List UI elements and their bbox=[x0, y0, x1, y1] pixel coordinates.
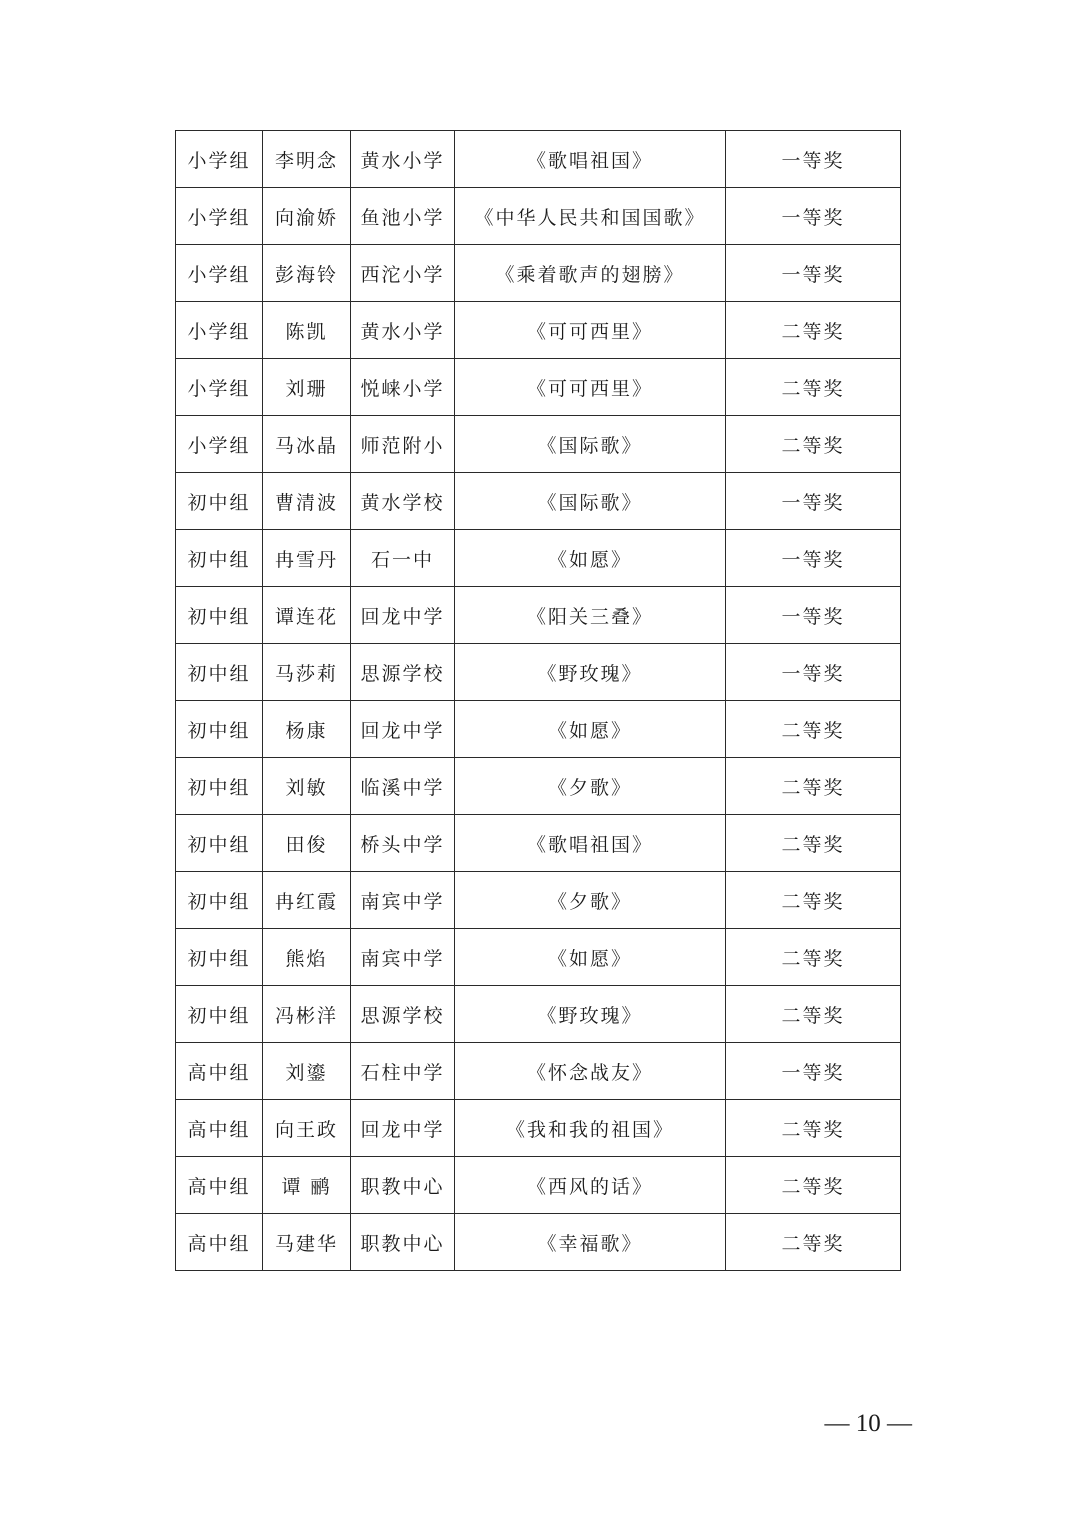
school-cell: 职教中心 bbox=[351, 1157, 455, 1214]
name-cell: 熊焰 bbox=[263, 929, 351, 986]
group-cell: 小学组 bbox=[176, 302, 263, 359]
group-cell: 高中组 bbox=[176, 1214, 263, 1271]
school-cell: 悦崃小学 bbox=[351, 359, 455, 416]
school-cell: 回龙中学 bbox=[351, 587, 455, 644]
group-cell: 高中组 bbox=[176, 1043, 263, 1100]
table-row bbox=[176, 815, 901, 872]
song-cell: 《可可西里》 bbox=[455, 302, 726, 359]
table-row bbox=[176, 986, 901, 1043]
school-cell: 职教中心 bbox=[351, 1214, 455, 1271]
award-table-body bbox=[176, 131, 901, 1271]
school-cell: 回龙中学 bbox=[351, 1100, 455, 1157]
group-cell: 初中组 bbox=[176, 986, 263, 1043]
award-cell: 二等奖 bbox=[726, 359, 901, 416]
song-cell: 《野玫瑰》 bbox=[455, 986, 726, 1043]
school-cell: 石柱中学 bbox=[351, 1043, 455, 1100]
table-row bbox=[176, 245, 901, 302]
table-row bbox=[176, 131, 901, 188]
name-cell: 曹清波 bbox=[263, 473, 351, 530]
table-row bbox=[176, 359, 901, 416]
school-cell: 黄水小学 bbox=[351, 131, 455, 188]
table-row bbox=[176, 929, 901, 986]
song-cell: 《可可西里》 bbox=[455, 359, 726, 416]
award-table bbox=[175, 130, 901, 1271]
award-cell: 二等奖 bbox=[726, 815, 901, 872]
award-cell: 二等奖 bbox=[726, 1214, 901, 1271]
name-cell: 马建华 bbox=[263, 1214, 351, 1271]
group-cell: 初中组 bbox=[176, 758, 263, 815]
table-row bbox=[176, 1043, 901, 1100]
table-row bbox=[176, 530, 901, 587]
award-cell: 一等奖 bbox=[726, 188, 901, 245]
song-cell: 《西风的话》 bbox=[455, 1157, 726, 1214]
table-row bbox=[176, 587, 901, 644]
name-cell: 刘敏 bbox=[263, 758, 351, 815]
school-cell: 桥头中学 bbox=[351, 815, 455, 872]
table-row bbox=[176, 644, 901, 701]
name-cell: 田俊 bbox=[263, 815, 351, 872]
table-row bbox=[176, 302, 901, 359]
table-row bbox=[176, 1214, 901, 1271]
table-row bbox=[176, 872, 901, 929]
group-cell: 高中组 bbox=[176, 1100, 263, 1157]
table-row bbox=[176, 473, 901, 530]
school-cell: 黄水学校 bbox=[351, 473, 455, 530]
school-cell: 师范附小 bbox=[351, 416, 455, 473]
school-cell: 鱼池小学 bbox=[351, 188, 455, 245]
school-cell: 临溪中学 bbox=[351, 758, 455, 815]
name-cell: 向渝娇 bbox=[263, 188, 351, 245]
group-cell: 小学组 bbox=[176, 359, 263, 416]
award-cell: 二等奖 bbox=[726, 986, 901, 1043]
song-cell: 《如愿》 bbox=[455, 530, 726, 587]
award-cell: 一等奖 bbox=[726, 473, 901, 530]
table-row bbox=[176, 701, 901, 758]
song-cell: 《阳关三叠》 bbox=[455, 587, 726, 644]
song-cell: 《我和我的祖国》 bbox=[455, 1100, 726, 1157]
table-row bbox=[176, 1100, 901, 1157]
song-cell: 《野玫瑰》 bbox=[455, 644, 726, 701]
song-cell: 《歌唱祖国》 bbox=[455, 131, 726, 188]
name-cell: 马冰晶 bbox=[263, 416, 351, 473]
school-cell: 回龙中学 bbox=[351, 701, 455, 758]
award-cell: 一等奖 bbox=[726, 644, 901, 701]
group-cell: 初中组 bbox=[176, 872, 263, 929]
group-cell: 初中组 bbox=[176, 530, 263, 587]
group-cell: 初中组 bbox=[176, 587, 263, 644]
award-cell: 一等奖 bbox=[726, 131, 901, 188]
song-cell: 《夕歌》 bbox=[455, 872, 726, 929]
name-cell: 谭 鹂 bbox=[263, 1157, 351, 1214]
award-cell: 二等奖 bbox=[726, 872, 901, 929]
name-cell: 李明念 bbox=[263, 131, 351, 188]
name-cell: 陈凯 bbox=[263, 302, 351, 359]
award-cell: 二等奖 bbox=[726, 302, 901, 359]
group-cell: 初中组 bbox=[176, 815, 263, 872]
song-cell: 《乘着歌声的翅膀》 bbox=[455, 245, 726, 302]
award-cell: 一等奖 bbox=[726, 245, 901, 302]
song-cell: 《国际歌》 bbox=[455, 473, 726, 530]
group-cell: 小学组 bbox=[176, 245, 263, 302]
table-row bbox=[176, 758, 901, 815]
school-cell: 石一中 bbox=[351, 530, 455, 587]
song-cell: 《如愿》 bbox=[455, 701, 726, 758]
group-cell: 小学组 bbox=[176, 416, 263, 473]
song-cell: 《怀念战友》 bbox=[455, 1043, 726, 1100]
award-cell: 二等奖 bbox=[726, 929, 901, 986]
school-cell: 西沱小学 bbox=[351, 245, 455, 302]
page-number: — 10 — bbox=[824, 1410, 912, 1437]
group-cell: 初中组 bbox=[176, 701, 263, 758]
award-cell: 二等奖 bbox=[726, 416, 901, 473]
award-cell: 二等奖 bbox=[726, 1100, 901, 1157]
award-cell: 一等奖 bbox=[726, 530, 901, 587]
name-cell: 向王政 bbox=[263, 1100, 351, 1157]
table-row bbox=[176, 416, 901, 473]
table-row bbox=[176, 188, 901, 245]
school-cell: 思源学校 bbox=[351, 644, 455, 701]
table-row bbox=[176, 1157, 901, 1214]
song-cell: 《歌唱祖国》 bbox=[455, 815, 726, 872]
name-cell: 冯彬洋 bbox=[263, 986, 351, 1043]
group-cell: 初中组 bbox=[176, 929, 263, 986]
name-cell: 刘珊 bbox=[263, 359, 351, 416]
group-cell: 高中组 bbox=[176, 1157, 263, 1214]
song-cell: 《国际歌》 bbox=[455, 416, 726, 473]
name-cell: 彭海铃 bbox=[263, 245, 351, 302]
group-cell: 初中组 bbox=[176, 644, 263, 701]
song-cell: 《夕歌》 bbox=[455, 758, 726, 815]
award-cell: 二等奖 bbox=[726, 701, 901, 758]
name-cell: 冉雪丹 bbox=[263, 530, 351, 587]
group-cell: 初中组 bbox=[176, 473, 263, 530]
school-cell: 南宾中学 bbox=[351, 929, 455, 986]
name-cell: 冉红霞 bbox=[263, 872, 351, 929]
school-cell: 黄水小学 bbox=[351, 302, 455, 359]
name-cell: 马莎莉 bbox=[263, 644, 351, 701]
song-cell: 《如愿》 bbox=[455, 929, 726, 986]
name-cell: 杨康 bbox=[263, 701, 351, 758]
award-cell: 二等奖 bbox=[726, 1157, 901, 1214]
school-cell: 思源学校 bbox=[351, 986, 455, 1043]
song-cell: 《中华人民共和国国歌》 bbox=[455, 188, 726, 245]
award-cell: 一等奖 bbox=[726, 587, 901, 644]
award-cell: 一等奖 bbox=[726, 1043, 901, 1100]
group-cell: 小学组 bbox=[176, 188, 263, 245]
school-cell: 南宾中学 bbox=[351, 872, 455, 929]
song-cell: 《幸福歌》 bbox=[455, 1214, 726, 1271]
award-cell: 二等奖 bbox=[726, 758, 901, 815]
name-cell: 刘鎏 bbox=[263, 1043, 351, 1100]
name-cell: 谭连花 bbox=[263, 587, 351, 644]
group-cell: 小学组 bbox=[176, 131, 263, 188]
